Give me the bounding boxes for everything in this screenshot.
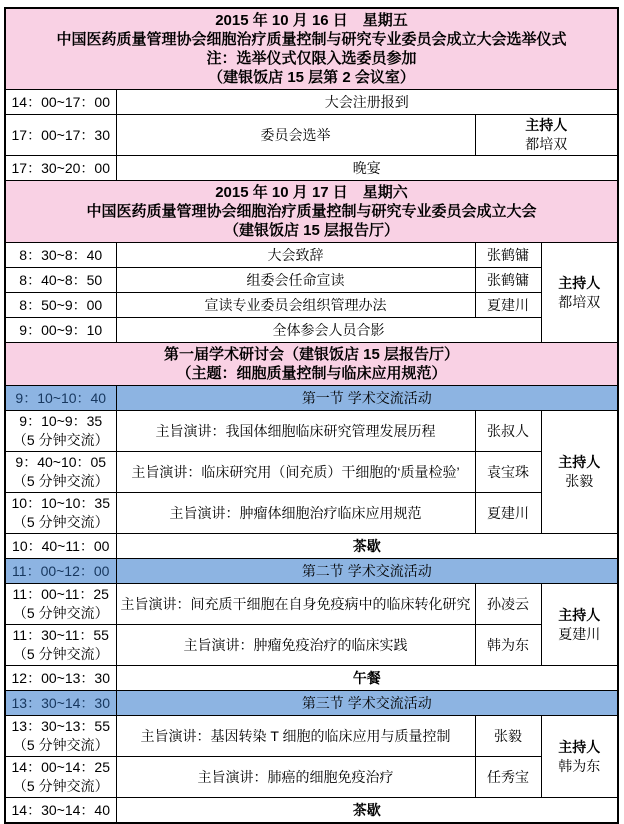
event-cell: 主旨演讲：临床研究用（间充质）干细胞的‘质量检验’ (116, 452, 475, 493)
time-cell: 9：00~9：10 (5, 318, 116, 343)
event-cell: 大会致辞 (116, 243, 475, 268)
time-cell: 9：10~10：40 (5, 386, 116, 411)
table-row (5, 268, 618, 293)
event-cell: 委员会选举 (116, 115, 475, 156)
text-line: （5 分钟交流） (12, 473, 109, 489)
time-cell: 10：40~11：00 (5, 534, 116, 559)
text-line: 主持人 (558, 738, 601, 755)
speaker-cell: 张鹤镛 (475, 243, 541, 268)
text-line: 主持人 (558, 274, 601, 291)
table-row (5, 716, 618, 757)
time-cell: 14：30~14：40 (5, 798, 116, 824)
moderator-cell (541, 243, 618, 343)
time-cell (5, 584, 116, 625)
table-row (5, 115, 618, 156)
event-cell: 全体参会人员合影 (116, 318, 541, 343)
text-line: （主题：细胞质量控制与临床应用规范） (176, 365, 447, 382)
time-cell: 17：00~17：30 (5, 115, 116, 156)
text-line: 9：10~9：35 (19, 413, 103, 429)
day2-header (5, 181, 618, 243)
text-line: （5 分钟交流） (12, 605, 109, 621)
table-row (5, 625, 618, 666)
text-line: 14：00~14：25 (11, 759, 110, 775)
time-cell: 12：00~13：30 (5, 666, 116, 691)
speaker-cell: 张鹤镛 (475, 268, 541, 293)
table-row (5, 757, 618, 798)
table-row (5, 559, 618, 584)
text-line: （5 分钟交流） (12, 737, 109, 753)
time-cell: 11：00~12：00 (5, 559, 116, 584)
text-line: 都培双 (558, 293, 601, 310)
text-line: （5 分钟交流） (12, 646, 109, 662)
text-line: （建银饭店 15 层报告厅） (223, 222, 400, 239)
symposium-header (5, 343, 618, 386)
text-line: 中国医药质量管理协会细胞治疗质量控制与研究专业委员会成立大会选举仪式 (56, 31, 567, 48)
text-line: 张毅 (565, 473, 594, 489)
event-cell: 主旨演讲：我国体细胞临床研究管理发展历程 (116, 411, 475, 452)
table-row (5, 411, 618, 452)
speaker-cell: 夏建川 (475, 293, 541, 318)
text-line: 夏建川 (558, 625, 601, 642)
time-cell (5, 493, 116, 534)
moderator-cell (541, 716, 618, 798)
time-cell (5, 452, 116, 493)
text-line: 10：10~10：35 (11, 495, 110, 511)
event-cell: 宣读专业委员会组织管理办法 (116, 293, 475, 318)
table-row (5, 493, 618, 534)
break-cell: 午餐 (116, 666, 618, 691)
time-cell: 8：30~8：40 (5, 243, 116, 268)
time-cell: 13：30~14：30 (5, 691, 116, 716)
event-cell: 主旨演讲：间充质干细胞在自身免疫病中的临床转化研究 (116, 584, 475, 625)
session-title: 第三节 学术交流活动 (116, 691, 618, 716)
speaker-cell: 孙凌云 (475, 584, 541, 625)
text-line: （5 分钟交流） (12, 514, 109, 530)
text-line: 9：40~10：05 (15, 454, 107, 470)
text-line: 第一届学术研讨会（建银饭店 15 层报告厅） (163, 346, 460, 363)
table-row (5, 318, 618, 343)
time-cell (5, 757, 116, 798)
section-header-row (5, 343, 618, 386)
speaker-cell: 夏建川 (475, 493, 541, 534)
break-cell: 茶歇 (116, 798, 618, 824)
session-title: 第一节 学术交流活动 (116, 386, 618, 411)
table-row (5, 156, 618, 181)
conference-schedule-table (4, 7, 619, 824)
text-line: 主持人 (558, 454, 601, 470)
speaker-cell: 任秀宝 (475, 757, 541, 798)
text-line: 中国医药质量管理协会细胞治疗质量控制与研究专业委员会成立大会 (86, 203, 537, 220)
speaker-cell: 张叔人 (475, 411, 541, 452)
time-cell: 17：30~20：00 (5, 156, 116, 181)
text-line: 注：选举仪式仅限入选委员参加 (206, 50, 417, 67)
event-cell: 主旨演讲：肿瘤体细胞治疗临床应用规范 (116, 493, 475, 534)
text-line: （5 分钟交流） (12, 778, 109, 794)
event-cell: 大会注册报到 (116, 90, 618, 115)
table-row (5, 666, 618, 691)
time-cell: 8：40~8：50 (5, 268, 116, 293)
text-line: 主持人 (525, 117, 568, 133)
text-line: 2015 年 10 月 17 日 星期六 (215, 184, 408, 201)
table-row (5, 293, 618, 318)
table-row (5, 691, 618, 716)
text-line: 11：30~11：55 (12, 627, 109, 643)
section-header-row (5, 181, 618, 243)
event-cell: 主旨演讲：肿瘤免疫治疗的临床实践 (116, 625, 475, 666)
break-cell: 茶歇 (116, 534, 618, 559)
text-line: 韩为东 (558, 757, 601, 774)
text-line: （5 分钟交流） (12, 432, 109, 448)
text-line: 13：30~13：55 (11, 718, 110, 734)
event-cell: 主旨演讲：基因转染 T 细胞的临床应用与质量控制 (116, 716, 475, 757)
time-cell (5, 716, 116, 757)
event-cell: 主旨演讲：肺癌的细胞免疫治疗 (116, 757, 475, 798)
moderator-cell (541, 411, 618, 534)
event-cell: 组委会任命宣读 (116, 268, 475, 293)
section-header-row (5, 8, 618, 90)
event-cell: 晚宴 (116, 156, 618, 181)
day1-header (5, 8, 618, 90)
moderator-cell (475, 115, 618, 156)
text-line: 2015 年 10 月 16 日 星期五 (215, 12, 408, 29)
table-row (5, 90, 618, 115)
time-cell (5, 411, 116, 452)
table-row (5, 243, 618, 268)
table-row (5, 584, 618, 625)
speaker-cell: 韩为东 (475, 625, 541, 666)
table-row (5, 534, 618, 559)
speaker-cell: 张毅 (475, 716, 541, 757)
text-line: 11：00~11：25 (12, 586, 109, 602)
session-title: 第二节 学术交流活动 (116, 559, 618, 584)
table-row (5, 386, 618, 411)
time-cell: 14：00~17：00 (5, 90, 116, 115)
text-line: 都培双 (525, 136, 568, 152)
text-line: 主持人 (558, 606, 601, 623)
moderator-cell (541, 584, 618, 666)
table-row (5, 452, 618, 493)
text-line: （建银饭店 15 层第 2 会议室） (208, 69, 415, 86)
time-cell: 8：50~9：00 (5, 293, 116, 318)
schedule-rows (5, 8, 618, 823)
time-cell (5, 625, 116, 666)
table-row (5, 798, 618, 824)
speaker-cell: 袁宝珠 (475, 452, 541, 493)
